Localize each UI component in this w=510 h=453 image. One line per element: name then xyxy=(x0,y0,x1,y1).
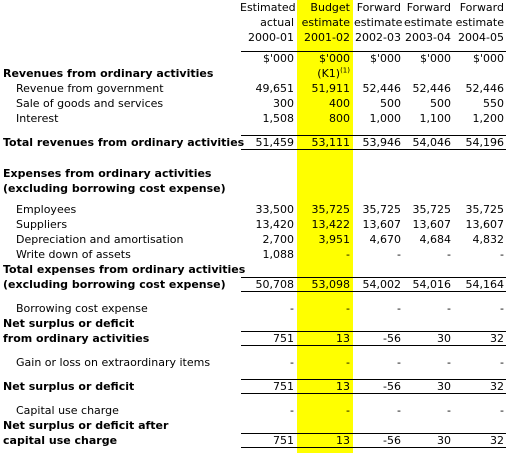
cell: 13,420 xyxy=(255,218,294,231)
cell: - xyxy=(500,404,504,417)
cell: - xyxy=(397,248,401,261)
total-expenses-heading-row xyxy=(0,262,510,277)
col-year-5: 2004-05 xyxy=(458,31,504,44)
expenses-subheading: (excluding borrowing cost expense) xyxy=(3,182,226,195)
row-label: (excluding borrowing cost expense) xyxy=(3,278,226,291)
row-label: Net surplus or deficit after xyxy=(3,419,169,432)
cell: 32 xyxy=(490,434,504,447)
cell: 751 xyxy=(273,332,294,345)
cell: 1,508 xyxy=(262,112,294,125)
cell: - xyxy=(447,356,451,369)
cell: 35,725 xyxy=(465,203,504,216)
cell: 32 xyxy=(490,332,504,345)
row-label: Sale of goods and services xyxy=(16,97,164,110)
cell: 1,000 xyxy=(369,112,401,125)
cell: -56 xyxy=(383,380,401,393)
row-label: Interest xyxy=(16,112,59,125)
cell: 13 xyxy=(336,380,350,393)
cell: 13,422 xyxy=(311,218,350,231)
cell: 53,098 xyxy=(311,278,350,291)
row-label: Net surplus or deficit xyxy=(3,317,135,330)
expenses-heading: Expenses from ordinary activities xyxy=(3,167,212,180)
total-expenses-row xyxy=(0,277,510,292)
cell: 4,684 xyxy=(419,233,451,246)
header-row-years xyxy=(0,30,510,45)
row-label: capital use charge xyxy=(3,434,118,447)
cell: - xyxy=(447,404,451,417)
table-row xyxy=(0,96,510,111)
expenses-heading-row xyxy=(0,166,510,181)
table-row xyxy=(0,301,510,316)
cell: 13,607 xyxy=(362,218,401,231)
revenue-note xyxy=(297,66,350,81)
cell: 550 xyxy=(483,97,504,110)
col-year-2: 2001-02 xyxy=(304,31,350,44)
net-surplus-row xyxy=(0,379,510,394)
cell: - xyxy=(447,248,451,261)
table-row xyxy=(0,247,510,262)
col-subheader-4: estimate xyxy=(404,16,453,29)
row-label: Revenue from government xyxy=(16,82,164,95)
row-label: Depreciation and amortisation xyxy=(16,233,184,246)
col-header-2: Budget xyxy=(310,1,350,14)
cell: 49,651 xyxy=(255,82,294,95)
row-label: Total revenues from ordinary activities xyxy=(3,136,245,149)
cell: 4,832 xyxy=(472,233,504,246)
cell: - xyxy=(397,302,401,315)
revenues-heading-row xyxy=(0,66,510,81)
cell: - xyxy=(290,404,294,417)
cell: -56 xyxy=(383,434,401,447)
cell: 1,200 xyxy=(472,112,504,125)
col-header-3: Forward xyxy=(356,1,401,14)
cell: 54,002 xyxy=(362,278,401,291)
table-row xyxy=(0,111,510,126)
cell: 35,725 xyxy=(362,203,401,216)
cell: 51,459 xyxy=(255,136,294,149)
col-unit-1: $'000 xyxy=(262,52,294,65)
revenue-note-sup: (1) xyxy=(340,66,350,75)
revenues-heading: Revenues from ordinary activities xyxy=(3,67,214,80)
cell: - xyxy=(346,356,350,369)
col-year-1: 2000-01 xyxy=(248,31,294,44)
header-row-2 xyxy=(0,15,510,30)
row-label: Total expenses from ordinary activities xyxy=(3,263,246,276)
col-header-1: Estimated xyxy=(240,1,296,14)
cell: 2,700 xyxy=(262,233,294,246)
row-label: Suppliers xyxy=(16,218,68,231)
table-row xyxy=(0,217,510,232)
cell: 51,911 xyxy=(311,82,350,95)
table-row xyxy=(0,202,510,217)
row-label: from ordinary activities xyxy=(3,332,150,345)
cell: - xyxy=(397,404,401,417)
header-row-1 xyxy=(0,0,510,15)
header-row-units xyxy=(0,51,510,66)
cell: - xyxy=(500,248,504,261)
cell: 30 xyxy=(437,332,451,345)
cell: 1,100 xyxy=(419,112,451,125)
cell: 53,111 xyxy=(311,136,350,149)
cell: 33,500 xyxy=(255,203,294,216)
table-row xyxy=(0,355,510,370)
cell: 3,951 xyxy=(318,233,350,246)
row-label: Employees xyxy=(16,203,77,216)
table-row xyxy=(0,232,510,247)
cell: 300 xyxy=(273,97,294,110)
cell: 1,088 xyxy=(262,248,294,261)
col-subheader-3: estimate xyxy=(354,16,403,29)
cell: 52,446 xyxy=(362,82,401,95)
cell: 4,670 xyxy=(369,233,401,246)
col-year-3: 2002-03 xyxy=(355,31,401,44)
row-label: Gain or loss on extraordinary items xyxy=(16,356,211,369)
cell: 52,446 xyxy=(412,82,451,95)
cell: 52,446 xyxy=(465,82,504,95)
after-charge-row xyxy=(0,433,510,448)
cell: 13,607 xyxy=(465,218,504,231)
cell: 54,196 xyxy=(465,136,504,149)
cell: - xyxy=(290,302,294,315)
revenue-note-text: (K1) xyxy=(317,67,341,80)
total-revenues-row xyxy=(0,135,510,150)
cell: - xyxy=(290,356,294,369)
cell: 13,607 xyxy=(412,218,451,231)
col-unit-2: $'000 xyxy=(318,52,350,65)
cell: - xyxy=(397,356,401,369)
cell: 13 xyxy=(336,332,350,345)
cell: - xyxy=(500,302,504,315)
cell: 35,725 xyxy=(311,203,350,216)
ordinary-surplus-row xyxy=(0,331,510,346)
cell: 30 xyxy=(437,434,451,447)
col-unit-4: $'000 xyxy=(419,52,451,65)
col-subheader-1: actual xyxy=(260,16,294,29)
table-row xyxy=(0,403,510,418)
cell: 30 xyxy=(437,380,451,393)
col-subheader-2: estimate xyxy=(301,16,350,29)
cell: 500 xyxy=(430,97,451,110)
col-subheader-5: estimate xyxy=(455,16,504,29)
after-charge-heading-row xyxy=(0,418,510,433)
cell: 54,016 xyxy=(412,278,451,291)
cell: 32 xyxy=(490,380,504,393)
cell: 54,046 xyxy=(412,136,451,149)
cell: 400 xyxy=(329,97,350,110)
cell: 500 xyxy=(380,97,401,110)
col-header-5: Forward xyxy=(459,1,504,14)
cell: 800 xyxy=(329,112,350,125)
row-label: Borrowing cost expense xyxy=(16,302,148,315)
cell: - xyxy=(500,356,504,369)
cell: - xyxy=(346,302,350,315)
cell: 53,946 xyxy=(362,136,401,149)
row-label: Write down of assets xyxy=(16,248,131,261)
expenses-heading-row-2 xyxy=(0,181,510,196)
cell: 751 xyxy=(273,380,294,393)
table-row xyxy=(0,81,510,96)
cell: 751 xyxy=(273,434,294,447)
col-header-4: Forward xyxy=(406,1,451,14)
cell: 54,164 xyxy=(465,278,504,291)
cell: 50,708 xyxy=(255,278,294,291)
cell: - xyxy=(447,302,451,315)
col-year-4: 2003-04 xyxy=(405,31,451,44)
col-unit-3: $'000 xyxy=(369,52,401,65)
row-label: Net surplus or deficit xyxy=(3,380,135,393)
cell: 13 xyxy=(336,434,350,447)
cell: -56 xyxy=(383,332,401,345)
ordinary-heading-row xyxy=(0,316,510,331)
cell: 35,725 xyxy=(412,203,451,216)
cell: - xyxy=(346,404,350,417)
cell: - xyxy=(346,248,350,261)
col-unit-5: $'000 xyxy=(472,52,504,65)
row-label: Capital use charge xyxy=(16,404,119,417)
